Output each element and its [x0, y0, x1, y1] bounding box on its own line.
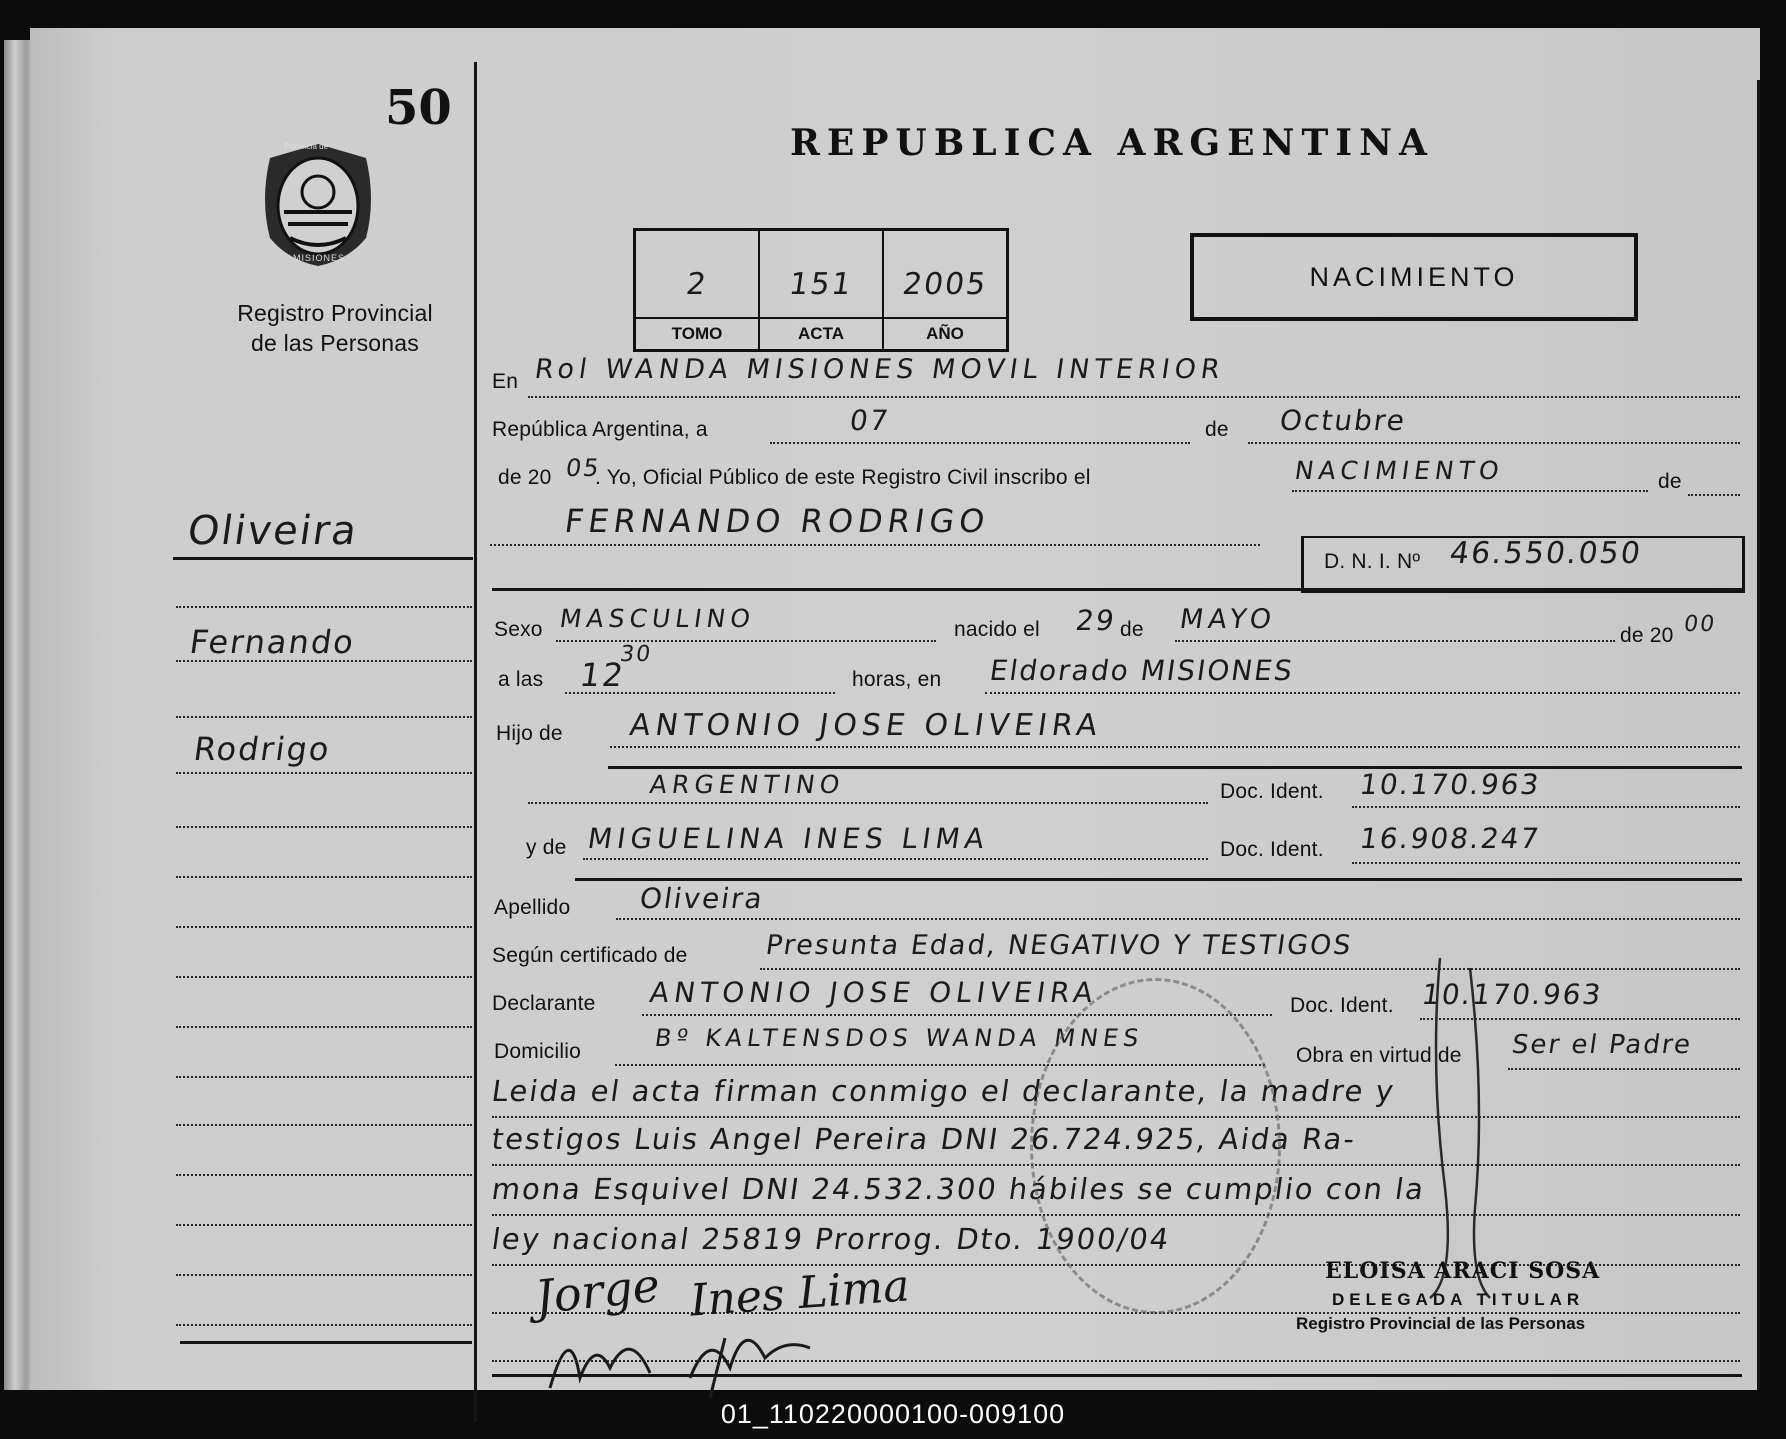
country-header: REPUBLICA ARGENTINA — [790, 122, 1434, 164]
en-value: Rol WANDA MISIONES MOVIL INTERIOR — [532, 354, 1227, 385]
declarante-value: ANTONIO JOSE OLIVEIRA — [647, 976, 1100, 1009]
en-label: En — [492, 370, 519, 393]
acta-cell — [760, 231, 884, 349]
margin-dotted-line — [176, 716, 472, 718]
record-box — [633, 228, 1009, 352]
a-las-label: a las — [498, 668, 544, 691]
act-type-box: NACIMIENTO — [1190, 233, 1638, 321]
section-rule — [575, 878, 1742, 881]
mother-name: MIGUELINA INES LIMA — [585, 822, 992, 855]
obra-value: Ser el Padre — [1509, 1030, 1695, 1060]
signature-mother: Ines Lima — [688, 1260, 912, 1327]
acta-label: ACTA — [760, 317, 882, 349]
apellido-value: Oliveira — [637, 882, 767, 915]
segun-label: Según certificado de — [492, 944, 688, 967]
inscribe-text: . Yo, Oficial Público de este Registro Civil inscribo el — [595, 466, 1091, 489]
child-name: FERNANDO RODRIGO — [562, 502, 993, 540]
sexo-label: Sexo — [494, 618, 543, 641]
margin-bottom-rule — [180, 1341, 472, 1344]
birth-minutes: 30 — [618, 642, 654, 667]
father-doc-label: Doc. Ident. — [1220, 780, 1324, 803]
dni-label: D. N. I. Nº — [1324, 550, 1421, 573]
signature-declarante: Jorge — [532, 1257, 663, 1325]
month-value: Octubre — [1277, 404, 1409, 437]
declarante-label: Declarante — [492, 992, 596, 1015]
year-prefix: de 20 — [498, 466, 552, 489]
birth-day: 29 — [1073, 604, 1118, 637]
domicilio-value: Bº KALTENSDOS WANDA MNES — [653, 1024, 1146, 1052]
birth-month: MAYO — [1177, 604, 1279, 635]
birth-year-suffix: 00 — [1682, 612, 1718, 637]
registry-name-line2: de las Personas — [251, 330, 419, 356]
ano-value: 2005 — [900, 267, 990, 302]
mother-doc-label: Doc. Ident. — [1220, 838, 1324, 861]
dotted-line — [1352, 806, 1740, 808]
dotted-line — [616, 918, 1740, 920]
nacido-label: nacido el — [954, 618, 1040, 641]
margin-dotted-line — [176, 1124, 472, 1126]
de-label: de — [1205, 418, 1229, 441]
birth-hour: 12 — [577, 656, 628, 694]
column-divider — [474, 62, 477, 1422]
dotted-line — [565, 692, 835, 694]
dotted-line — [1352, 862, 1740, 864]
tomo-value: 2 — [683, 267, 711, 302]
declarante-doc: 10.170.963 — [1419, 978, 1605, 1011]
official-org: Registro Provincial de las Personas — [1296, 1314, 1586, 1333]
dotted-line — [1292, 490, 1648, 492]
dotted-line — [1508, 1068, 1740, 1070]
official-signature-icon — [1400, 948, 1520, 1308]
margin-dotted-line — [176, 606, 472, 608]
official-name: ELOISA ARACI SOSA — [1325, 1258, 1601, 1284]
official-title: DELEGADA TITULAR — [1332, 1290, 1585, 1309]
domicilio-label: Domicilio — [494, 1040, 581, 1063]
year-suffix: 05 — [564, 454, 603, 482]
margin-rule — [173, 557, 473, 560]
birth-year-prefix: de 20 — [1620, 624, 1674, 647]
official-stamp-icon — [1030, 978, 1281, 1314]
notes-line-2: testigos Luis Angel Pereira DNI 26.724.925, Aida Ra- — [489, 1122, 1359, 1156]
seal-bottom-text: MISIONES — [293, 253, 346, 263]
section-rule — [608, 766, 1742, 769]
father-doc: 10.170.963 — [1357, 768, 1543, 801]
dotted-line — [1248, 442, 1740, 444]
obra-label: Obra en virtud de — [1296, 1044, 1462, 1067]
sexo-value: MASCULINO — [557, 604, 758, 633]
de-label-3: de — [1120, 618, 1144, 641]
section-rule — [492, 588, 1742, 591]
margin-dotted-line — [176, 1026, 472, 1028]
province-seal-icon — [258, 140, 378, 270]
birth-place: Eldorado MISIONES — [987, 654, 1297, 687]
tomo-label: TOMO — [636, 317, 758, 349]
margin-dotted-line — [176, 1274, 472, 1276]
margin-dotted-line — [176, 976, 472, 978]
dotted-line — [556, 640, 936, 642]
register-page — [30, 28, 1760, 1390]
page-number: 50 — [385, 80, 452, 136]
hijo-label: Hijo de — [496, 722, 563, 745]
day-value: 07 — [847, 404, 892, 437]
de-label-2: de — [1658, 470, 1682, 493]
dotted-line — [770, 442, 1190, 444]
mother-doc: 16.908.247 — [1357, 822, 1543, 855]
declarante-doc-label: Doc. Ident. — [1290, 994, 1394, 1017]
apellido-label: Apellido — [494, 896, 571, 919]
dotted-line — [760, 968, 1740, 970]
margin-second-name: Rodrigo — [191, 730, 334, 768]
margin-dotted-line — [176, 926, 472, 928]
acta-value: 151 — [786, 267, 856, 302]
margin-dotted-line — [176, 1324, 472, 1326]
father-nationality: ARGENTINO — [647, 770, 847, 799]
margin-surname: Oliveira — [184, 508, 362, 554]
registry-name-line1: Registro Provincial — [237, 300, 433, 326]
margin-dotted-line — [176, 1076, 472, 1078]
margin-dotted-line — [176, 1174, 472, 1176]
ano-cell — [884, 231, 1006, 349]
tomo-cell — [636, 231, 760, 349]
image-id-caption: 01_110220000100-009100 — [720, 1399, 1066, 1429]
dotted-line — [490, 544, 1260, 546]
segun-value: Presunta Edad, NEGATIVO Y TESTIGOS — [763, 930, 1355, 961]
notes-line-3: mona Esquivel DNI 24.532.300 hábiles se cumplio con la — [489, 1172, 1428, 1206]
seal-top-text: Provincia de — [284, 142, 329, 151]
notes-line-4: ley nacional 25819 Prorrog. Dto. 1900/04 — [489, 1222, 1173, 1256]
y-de-label: y de — [526, 836, 567, 859]
right-border — [1757, 80, 1760, 1390]
dotted-line — [610, 746, 1740, 748]
horas-label: horas, en — [852, 668, 942, 691]
margin-dotted-line — [176, 660, 472, 662]
dotted-line — [1688, 494, 1740, 496]
ano-label: AÑO — [884, 317, 1006, 349]
margin-dotted-line — [176, 772, 472, 774]
margin-dotted-line — [176, 826, 472, 828]
father-name: ANTONIO JOSE OLIVEIRA — [627, 708, 1105, 743]
margin-dotted-line — [176, 1224, 472, 1226]
dotted-line — [583, 858, 1208, 860]
notes-line-1: Leida el acta firman conmigo el declarante, la madre y — [489, 1074, 1398, 1108]
inscribe-value: NACIMIENTO — [1292, 456, 1506, 485]
dotted-line — [1175, 640, 1615, 642]
dotted-line — [528, 396, 1740, 398]
margin-dotted-line — [176, 876, 472, 878]
republica-label: República Argentina, a — [492, 418, 708, 441]
margin-first-name: Fernando — [187, 623, 358, 661]
dotted-line — [528, 802, 1208, 804]
dni-value: 46.550.050 — [1447, 536, 1645, 571]
dotted-line — [985, 692, 1740, 694]
